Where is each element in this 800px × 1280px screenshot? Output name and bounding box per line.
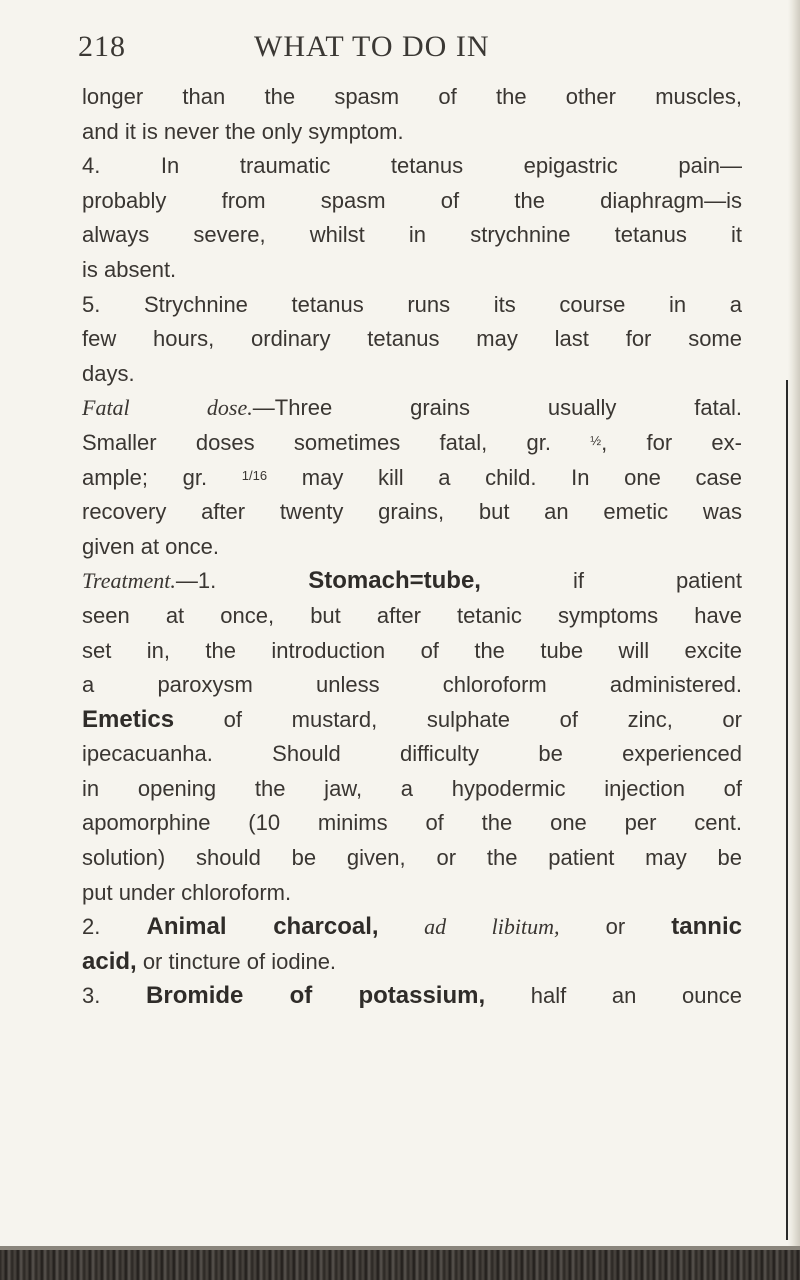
text-span: 2. <box>82 914 147 940</box>
text-span: Smaller doses sometimes fatal, gr. <box>82 429 591 455</box>
text-line: ipecacuanha. Should difficulty be experienced <box>82 741 742 767</box>
text-span: may kill a child. In one case <box>267 464 742 490</box>
text-line: probably from spasm of the diaphragm—is <box>82 187 742 213</box>
running-head: WHAT TO DO IN <box>254 30 490 63</box>
text-line <box>82 945 742 980</box>
page-number: 218 <box>78 30 126 63</box>
text-line: longer than the spasm of the other muscles, <box>82 84 742 109</box>
treatment-heading: Treatment. <box>82 568 176 594</box>
text-span: —Three grains usually fatal. <box>252 395 742 421</box>
text-line <box>82 979 742 1014</box>
text-line: 4. In traumatic tetanus epigastric pain— <box>82 153 742 179</box>
fatal-dose-heading: Fatal dose. <box>82 395 253 421</box>
fraction: 1/16 <box>241 467 268 483</box>
text-line <box>82 564 742 599</box>
page-edge-line <box>786 380 788 1240</box>
body-text <box>82 80 742 1014</box>
bold-term: Stomach=tube, <box>308 567 481 595</box>
text-line: few hours, ordinary tetanus may last for some <box>82 326 742 352</box>
bold-term: tannic <box>671 913 742 941</box>
bold-term: Emetics <box>82 705 175 733</box>
text-span: of mustard, sulphate of zinc, or <box>174 706 742 732</box>
bold-term: Animal charcoal, <box>146 913 379 941</box>
text-line <box>82 461 742 496</box>
text-line: 5. Strychnine tetanus runs its course in a <box>82 291 742 317</box>
text-line <box>82 426 742 461</box>
text-line: and it is never the only symptom. <box>82 118 404 144</box>
text-span: if patient <box>480 568 742 594</box>
fraction: ½ <box>590 432 602 448</box>
bold-term: Bromide of potassium, <box>146 982 486 1010</box>
text-line: apomorphine (10 minims of the one per cent. <box>82 810 742 836</box>
bold-term: acid, <box>82 947 137 975</box>
text-span: , for ex- <box>601 429 742 455</box>
italic-term: ad libitum, <box>378 914 560 940</box>
text-line: put under chloroform. <box>82 879 292 905</box>
text-line: days. <box>82 360 135 386</box>
page-edge-shadow <box>788 0 800 1280</box>
text-line: recovery after twenty grains, but an emetic was <box>82 499 742 525</box>
text-line: a paroxysm unless chloroform administered. <box>82 672 742 698</box>
text-line: always severe, whilst in strychnine tetanus it <box>82 222 742 248</box>
text-span: half an ounce <box>485 983 742 1009</box>
text-line: in opening the jaw, a hypodermic injection of <box>82 775 742 801</box>
text-line: solution) should be given, or the patient may be <box>82 845 742 871</box>
text-line <box>82 391 742 426</box>
text-line: seen at once, but after tetanic symptoms have <box>82 602 742 628</box>
text-span: ample; gr. <box>82 464 242 490</box>
text-span: 3. <box>82 983 147 1009</box>
page-header <box>78 30 778 70</box>
text-line: given at once. <box>82 533 219 559</box>
text-line: is absent. <box>82 256 177 282</box>
text-span: or <box>559 914 672 940</box>
text-line: set in, the introduction of the tube will excite <box>82 637 742 663</box>
text-span: or tincture of iodine. <box>136 948 337 974</box>
text-span: —1. <box>175 568 309 594</box>
text-line <box>82 703 742 738</box>
bottom-edge-band <box>0 1250 800 1280</box>
text-line <box>82 910 742 945</box>
